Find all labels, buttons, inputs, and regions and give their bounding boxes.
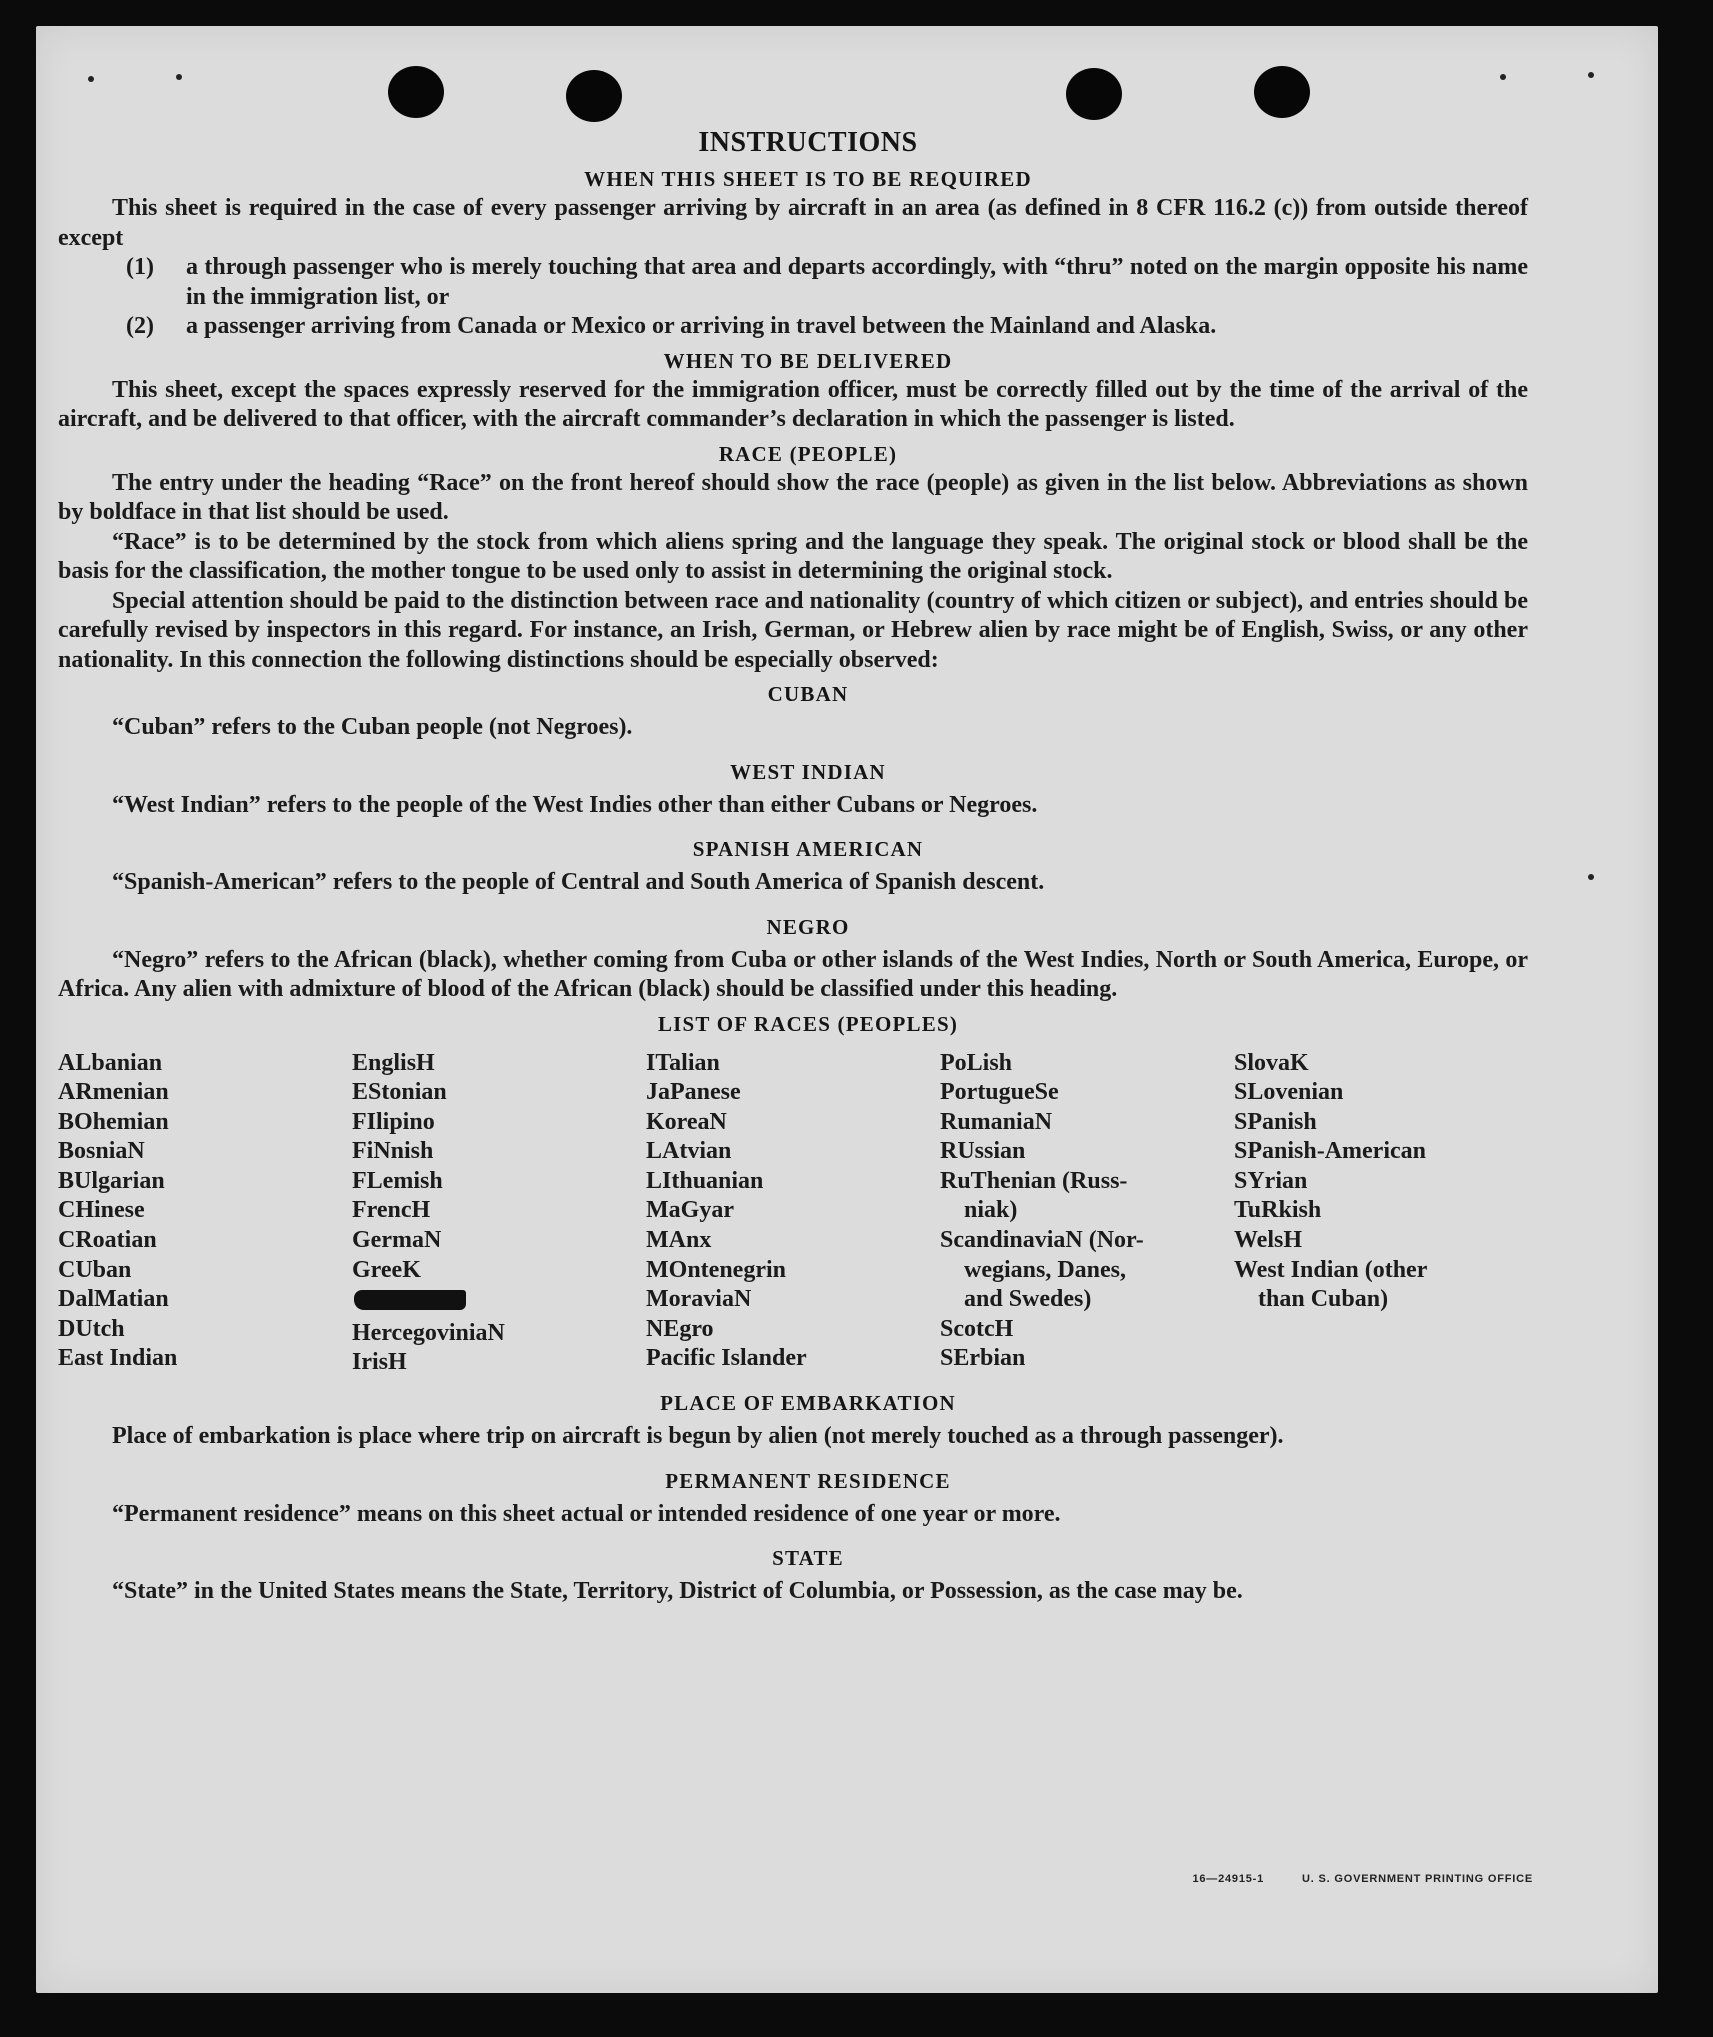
section-heading-race: RACE (PEOPLE): [718, 441, 898, 466]
race-item: RumaniaN: [940, 1108, 1053, 1135]
section-heading-embarkation: PLACE OF EMBARKATION: [660, 1391, 956, 1416]
race-item: ScandinaviaN (Nor-: [940, 1227, 1144, 1254]
race-item-continued: niak): [964, 1197, 1018, 1224]
race-item: DalMatian: [58, 1286, 169, 1313]
race-item: LIthuanian: [646, 1167, 764, 1194]
race-paragraph-2: “Race” is to be determined by the stock from which aliens spring and the language they speak. The original stock or blood shall be the basis for the classification, the mother tongue to be used only to assist in determining the original stock.: [58, 528, 1528, 584]
punch-hole: [1066, 68, 1122, 120]
spanish-american-text: “Spanish-American” refers to the people of Central and South America of Spanish descent.: [112, 869, 1045, 895]
race-column-2: [352, 1049, 646, 1379]
form-number: 16—24915-1: [1192, 1873, 1265, 1885]
race-column-1: [58, 1049, 352, 1379]
section-heading-cuban: CUBAN: [767, 682, 849, 706]
race-item: SPanish-American: [1234, 1138, 1426, 1165]
race-item: MoraviaN: [646, 1286, 752, 1313]
section-heading-residence: PERMANENT RESIDENCE: [665, 1468, 951, 1493]
race-item: CHinese: [58, 1197, 145, 1224]
embarkation-text: Place of embarkation is place where trip on aircraft is begun by alien (not merely touched as a through passenger).: [112, 1423, 1284, 1450]
race-item: JaPanese: [646, 1079, 741, 1106]
page-title: INSTRUCTIONS: [698, 127, 918, 158]
race-item: IrisH: [352, 1349, 407, 1376]
punch-hole: [1254, 66, 1310, 118]
race-item: East Indian: [58, 1345, 178, 1372]
race-item: ALbanian: [58, 1049, 163, 1076]
race-item-continued: than Cuban): [1258, 1286, 1389, 1313]
race-item: TuRkish: [1234, 1197, 1322, 1224]
race-item: BUlgarian: [58, 1167, 165, 1194]
speck: [176, 74, 182, 80]
race-item: ITalian: [646, 1049, 720, 1076]
race-column-5: [1234, 1049, 1528, 1379]
race-item: FLemish: [352, 1167, 443, 1194]
section-heading-west-indian: WEST INDIAN: [730, 759, 886, 784]
exception-item: (1) a through passenger who is merely touching that area and departs accordingly, with “thru” noted on the margin opposite his name in the immigration list, or: [126, 254, 1528, 310]
section-heading-spanish-american: SPANISH AMERICAN: [692, 837, 924, 861]
race-item: EnglisH: [352, 1049, 435, 1076]
exception-list: [58, 253, 1528, 342]
west-indian-text: “West Indian” refers to the people of the West Indies other than either Cubans or Negroes.: [112, 791, 1038, 818]
race-column-4: [940, 1049, 1234, 1379]
race-column-3: [646, 1049, 940, 1379]
race-item: SLovenian: [1234, 1079, 1344, 1106]
race-item: RUssian: [940, 1138, 1026, 1165]
footer-imprint: [1192, 1873, 1533, 1885]
race-item: EStonian: [352, 1079, 447, 1106]
redaction-mark: [354, 1290, 466, 1310]
exception-item: (2) a passenger arriving from Canada or Mexico or arriving in travel between the Mainland and Alaska.: [126, 313, 1217, 339]
speck: [88, 76, 94, 82]
race-item-continued: and Swedes): [964, 1286, 1092, 1313]
race-item: DUtch: [58, 1315, 125, 1342]
race-item: SPanish: [1234, 1108, 1317, 1135]
speck: [1588, 72, 1594, 78]
race-paragraph-3: Special attention should be paid to the distinction between race and nationality (country of which citizen or subject), and entries should be carefully revised by inspectors in this regard. For instance, an Irish, German, or Hebrew alien by race might be of English, Swiss, or any other nationality. In this connection the following distinctions should be especially observed:: [58, 587, 1528, 673]
redacted-entry: [352, 1285, 646, 1319]
state-text: “State” in the United States means the State, Territory, District of Columbia, or Possession, as the case may be.: [112, 1578, 1243, 1605]
instructions-content: [58, 122, 1528, 1607]
race-item: KoreaN: [646, 1108, 727, 1135]
race-item-continued: wegians, Danes,: [964, 1256, 1127, 1283]
speck: [1500, 74, 1506, 80]
race-item: RuThenian (Russ-: [940, 1167, 1128, 1194]
printer-imprint: U. S. GOVERNMENT PRINTING OFFICE: [1302, 1873, 1533, 1885]
race-item: PortugueSe: [940, 1079, 1059, 1106]
race-item: NEgro: [646, 1315, 714, 1342]
race-item: SlovaK: [1234, 1049, 1309, 1076]
race-item: GermaN: [352, 1227, 442, 1254]
race-item: MAnx: [646, 1227, 712, 1254]
race-item: BOhemian: [58, 1108, 169, 1135]
negro-text: “Negro” refers to the African (black), whether coming from Cuba or other islands of the West Indies, North or South America, Europe, or Africa. Any alien with admixture of blood of the African (black) should be classified under this heading.: [58, 946, 1528, 1002]
section-heading-list: LIST OF RACES (PEOPLES): [657, 1011, 959, 1036]
race-item: PoLish: [940, 1049, 1013, 1076]
race-paragraph-1: The entry under the heading “Race” on the front hereof should show the race (people) as given in the list below. Abbreviations as shown by boldface in that list should be used.: [58, 469, 1528, 525]
required-text: This sheet is required in the case of every passenger arriving by aircraft in an area (as defined in 8 CFR 116.2 (c)) from outside thereof except: [58, 195, 1528, 251]
race-item: HercegoviniaN: [352, 1319, 505, 1346]
cuban-text: “Cuban” refers to the Cuban people (not Negroes).: [112, 714, 633, 740]
section-heading-required: WHEN THIS SHEET IS TO BE REQUIRED: [584, 167, 1032, 191]
race-item: GreeK: [352, 1256, 421, 1283]
race-item: CUban: [58, 1256, 132, 1283]
section-heading-delivered: WHEN TO BE DELIVERED: [663, 348, 953, 373]
race-list: [58, 1049, 1528, 1379]
race-item: SYrian: [1234, 1167, 1308, 1194]
race-item: CRoatian: [58, 1227, 157, 1254]
race-item: Pacific Islander: [646, 1345, 807, 1372]
race-item: SErbian: [940, 1345, 1026, 1372]
race-item: WelsH: [1234, 1227, 1303, 1254]
race-item: FrencH: [352, 1197, 431, 1224]
delivered-text: This sheet, except the spaces expressly reserved for the immigration officer, must be correctly filled out by the time of the arrival of the aircraft, and be delivered to that officer, with the aircraft commander’s declaration in which the passenger is listed.: [58, 376, 1528, 432]
residence-text: “Permanent residence” means on this sheet actual or intended residence of one year or more.: [112, 1500, 1061, 1527]
section-heading-negro: NEGRO: [766, 914, 850, 939]
race-item: West Indian (other: [1234, 1256, 1428, 1283]
section-heading-state: STATE: [772, 1546, 844, 1571]
race-item: MOntenegrin: [646, 1256, 786, 1283]
race-item: FiNnish: [352, 1138, 434, 1165]
punch-hole: [388, 66, 444, 118]
speck: [1588, 874, 1594, 880]
race-item: ScotcH: [940, 1315, 1014, 1342]
race-item: BosniaN: [58, 1138, 145, 1165]
race-item: MaGyar: [646, 1197, 734, 1224]
race-item: LAtvian: [646, 1138, 732, 1165]
punch-hole: [566, 70, 622, 122]
race-item: ARmenian: [58, 1079, 169, 1106]
race-item: FIlipino: [352, 1108, 435, 1135]
